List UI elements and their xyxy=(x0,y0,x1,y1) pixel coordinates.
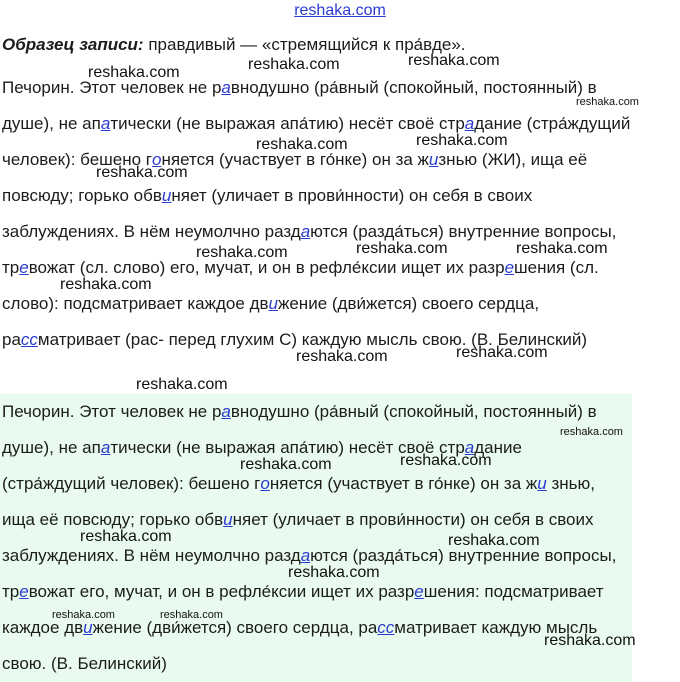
highlighted-letter: о xyxy=(260,474,270,493)
watermark: reshaka.com xyxy=(288,564,380,581)
text-segment: знью, ища её повсюду; горько обв xyxy=(2,474,595,529)
text-segment: ются (разда́ться) внутренние вопросы, тр xyxy=(2,222,617,277)
text-segment: внодушно (ра́вный (спокойный, постоянный) в душе), не ап xyxy=(2,402,597,457)
text-segment: шения (сл. слово): подсматривает каждое дв xyxy=(2,258,599,313)
watermark: reshaka.com xyxy=(456,344,548,361)
highlighted-letter: сс xyxy=(377,618,395,637)
text-segment: жение (дви́жется) своего сердца, ра xyxy=(92,618,378,637)
example-label: Образец записи: xyxy=(2,35,144,54)
highlighted-letter: и xyxy=(223,510,233,529)
watermark: reshaka.com xyxy=(516,240,608,257)
example-text: правдивый — «стремящийся к пра́вде». xyxy=(143,35,466,54)
watermark: reshaka.com xyxy=(52,609,115,621)
highlighted-letter: а xyxy=(464,438,475,457)
watermark: reshaka.com xyxy=(248,56,340,73)
highlighted-letter: о xyxy=(152,150,162,169)
highlighted-letter: и xyxy=(83,618,93,637)
text-segment: тически (не выражая апа́тию) несёт своё стр xyxy=(110,438,465,457)
watermark: reshaka.com xyxy=(416,132,508,149)
text-segment: няется (участвует в го́нке) он за ж xyxy=(269,474,538,493)
highlighted-letter: а xyxy=(100,114,111,133)
text-segment: дание (стра́ждущий человек): бешено г xyxy=(2,114,631,169)
highlighted-letter: е xyxy=(19,258,29,277)
text-segment: внодушно (ра́вный (спокойный, постоянный) в душе), не ап xyxy=(2,78,597,133)
watermark: reshaka.com xyxy=(356,240,448,257)
watermark: reshaka.com xyxy=(560,426,623,438)
highlighted-letter: и xyxy=(537,474,547,493)
text-segment: Печорин. Этот человек не р xyxy=(2,78,222,97)
text-segment: дание (стра́ждущий человек): бешено г xyxy=(2,438,522,493)
watermark: reshaka.com xyxy=(408,52,500,69)
highlighted-letter: е xyxy=(504,258,515,277)
highlighted-letter: е xyxy=(414,582,424,601)
text-segment: жение (дви́жется) своего сердца, ра xyxy=(2,294,540,349)
text-segment: няет (уличает в прови́нности) он себя в своих заблуждениях. В нём неумолчно разд xyxy=(2,186,533,241)
text-segment: няет (уличает в прови́нности) он себя в своих заблуждениях. В нём неумолчно разд xyxy=(2,510,594,565)
watermark: reshaka.com xyxy=(296,348,388,365)
watermark: reshaka.com xyxy=(400,452,492,469)
watermark: reshaka.com xyxy=(136,376,228,393)
text-segment: матривает (рас- перед глухим С) каждую мысль свою. (В. Белинский) xyxy=(37,330,588,349)
watermark: reshaka.com xyxy=(256,136,348,153)
text-segment: тически (не выражая апа́тию) несёт своё стр xyxy=(110,114,465,133)
watermark: reshaka.com xyxy=(96,164,188,181)
watermark: reshaka.com xyxy=(448,532,540,549)
highlighted-letter: а xyxy=(100,438,111,457)
highlighted-letter: и xyxy=(268,294,278,313)
text-segment: вожат (сл. слово) его, мучат, и он в рефле́ксии ищет их разр xyxy=(28,258,505,277)
highlighted-letter: а xyxy=(300,222,311,241)
header-site-link[interactable]: reshaka.com xyxy=(294,2,386,19)
highlighted-letter: а xyxy=(464,114,475,133)
highlighted-letter: а xyxy=(221,402,231,421)
watermark: reshaka.com xyxy=(576,96,639,108)
text-segment: матривает каждую мысль свою. (В. Белинский) xyxy=(2,618,598,673)
watermark: reshaka.com xyxy=(80,528,172,545)
text-segment: Печорин. Этот человек не р xyxy=(2,402,222,421)
watermark: reshaka.com xyxy=(60,276,152,293)
watermark: reshaka.com xyxy=(240,456,332,473)
text-segment: шения: подсматривает каждое дв xyxy=(2,582,604,637)
text-segment: знью (ЖИ), ища её повсюду; горько обв xyxy=(2,150,588,205)
text-segment: вожат его, мучат, и он в рефле́ксии ищет их разр xyxy=(28,582,415,601)
highlighted-letter: а xyxy=(300,546,311,565)
watermark: reshaka.com xyxy=(196,244,288,261)
highlighted-letter: и xyxy=(161,186,172,205)
exercise-paragraph xyxy=(2,70,642,358)
highlighted-letter: и xyxy=(428,150,439,169)
watermark: reshaka.com xyxy=(88,64,180,81)
highlighted-letter: а xyxy=(221,78,231,97)
text-segment: няется (участвует в го́нке) он за ж xyxy=(161,150,429,169)
example-line xyxy=(2,34,662,56)
watermark: reshaka.com xyxy=(160,609,223,621)
watermark: reshaka.com xyxy=(544,632,636,649)
highlighted-letter: сс xyxy=(20,330,38,349)
text-segment: ются (разда́ться) внутренние вопросы, тр xyxy=(2,546,617,601)
highlighted-letter: е xyxy=(19,582,29,601)
